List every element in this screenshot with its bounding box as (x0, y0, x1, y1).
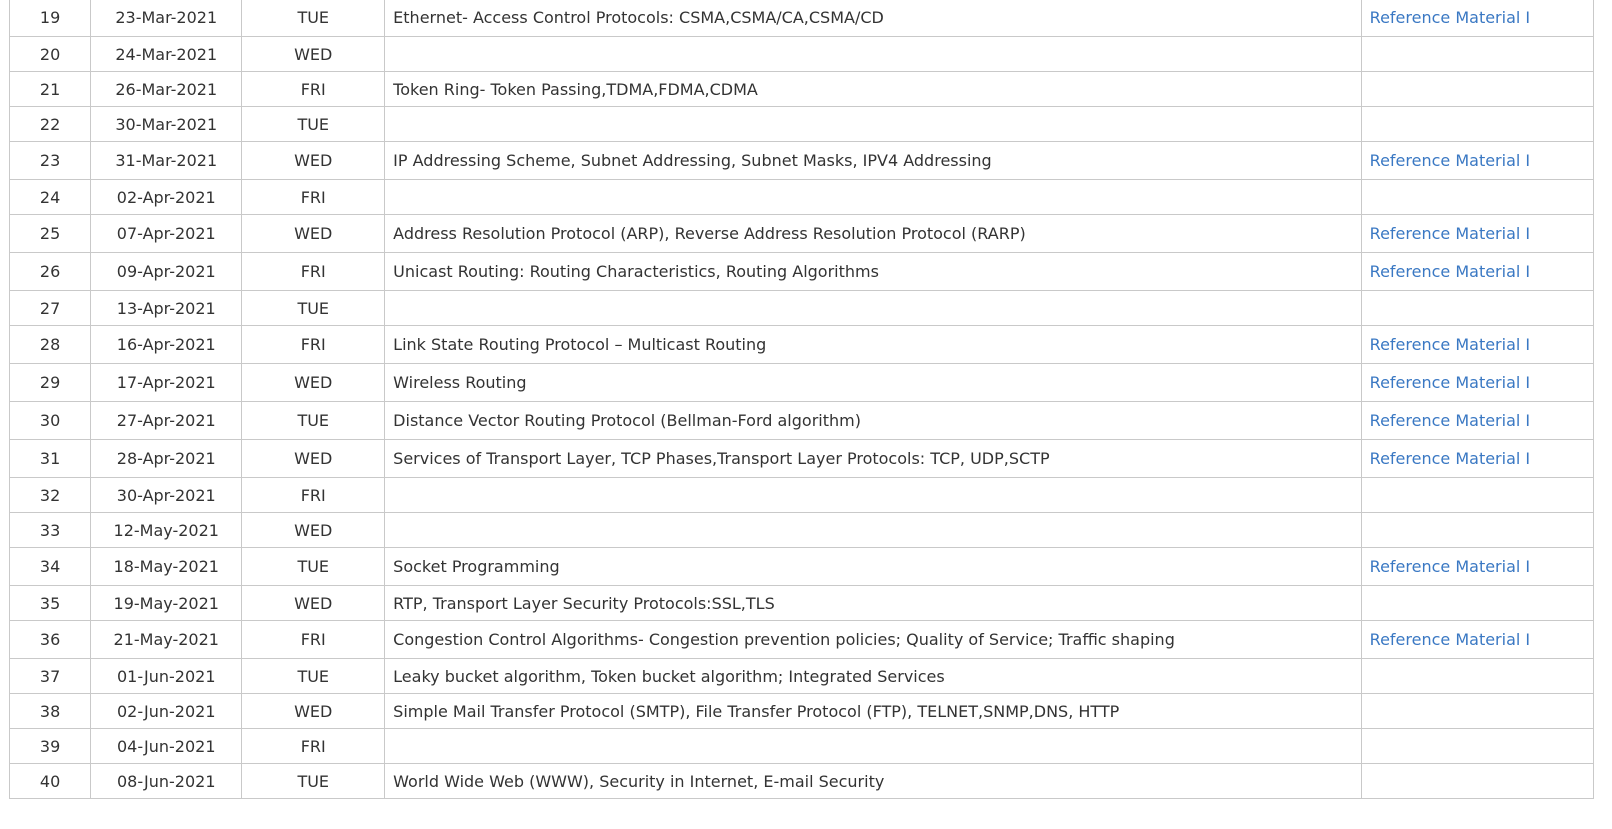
table-row (10, 215, 1594, 253)
row-day: FRI (242, 621, 385, 659)
row-reference-cell (1361, 215, 1593, 253)
row-day: FRI (242, 326, 385, 364)
table-row (10, 291, 1594, 326)
row-date: 09-Apr-2021 (91, 253, 242, 291)
table-row (10, 107, 1594, 142)
row-day: WED (242, 364, 385, 402)
row-reference-cell (1361, 729, 1593, 764)
row-number: 19 (10, 0, 91, 37)
row-reference-cell (1361, 402, 1593, 440)
row-date: 30-Apr-2021 (91, 478, 242, 513)
row-date: 08-Jun-2021 (91, 764, 242, 799)
row-date: 04-Jun-2021 (91, 729, 242, 764)
table-row (10, 253, 1594, 291)
table-row (10, 694, 1594, 729)
row-reference-cell (1361, 364, 1593, 402)
row-date: 02-Apr-2021 (91, 180, 242, 215)
row-number: 38 (10, 694, 91, 729)
row-number: 33 (10, 513, 91, 548)
reference-material-link[interactable]: Reference Material I (1369, 557, 1531, 576)
reference-material-link[interactable]: Reference Material I (1369, 373, 1531, 392)
row-day: FRI (242, 180, 385, 215)
row-date: 27-Apr-2021 (91, 402, 242, 440)
row-number: 29 (10, 364, 91, 402)
row-date: 21-May-2021 (91, 621, 242, 659)
row-date: 13-Apr-2021 (91, 291, 242, 326)
schedule-table (9, 0, 1594, 799)
row-topic (385, 107, 1362, 142)
row-day: TUE (242, 0, 385, 37)
row-topic: Distance Vector Routing Protocol (Bellman-Ford algorithm) (385, 402, 1362, 440)
row-date: 02-Jun-2021 (91, 694, 242, 729)
row-day: FRI (242, 729, 385, 764)
reference-material-link[interactable]: Reference Material I (1369, 449, 1531, 468)
row-topic: World Wide Web (WWW), Security in Internet, E-mail Security (385, 764, 1362, 799)
row-number: 23 (10, 142, 91, 180)
row-topic: Address Resolution Protocol (ARP), Reverse Address Resolution Protocol (RARP) (385, 215, 1362, 253)
row-number: 25 (10, 215, 91, 253)
row-topic: Link State Routing Protocol – Multicast Routing (385, 326, 1362, 364)
row-day: FRI (242, 72, 385, 107)
row-date: 12-May-2021 (91, 513, 242, 548)
row-topic: Socket Programming (385, 548, 1362, 586)
row-day: WED (242, 440, 385, 478)
row-day: TUE (242, 659, 385, 694)
row-topic: Leaky bucket algorithm, Token bucket algorithm; Integrated Services (385, 659, 1362, 694)
table-row (10, 180, 1594, 215)
row-topic (385, 291, 1362, 326)
row-reference-cell (1361, 37, 1593, 72)
row-date: 19-May-2021 (91, 586, 242, 621)
row-day: TUE (242, 548, 385, 586)
row-day: WED (242, 694, 385, 729)
table-row (10, 440, 1594, 478)
table-row (10, 764, 1594, 799)
row-reference-cell (1361, 180, 1593, 215)
row-topic (385, 37, 1362, 72)
row-number: 40 (10, 764, 91, 799)
table-row (10, 586, 1594, 621)
row-number: 32 (10, 478, 91, 513)
row-topic (385, 478, 1362, 513)
row-date: 17-Apr-2021 (91, 364, 242, 402)
row-number: 37 (10, 659, 91, 694)
row-day: TUE (242, 107, 385, 142)
row-date: 31-Mar-2021 (91, 142, 242, 180)
row-reference-cell (1361, 513, 1593, 548)
row-date: 07-Apr-2021 (91, 215, 242, 253)
row-topic: Wireless Routing (385, 364, 1362, 402)
row-reference-cell (1361, 72, 1593, 107)
row-day: TUE (242, 291, 385, 326)
row-number: 31 (10, 440, 91, 478)
row-number: 39 (10, 729, 91, 764)
reference-material-link[interactable]: Reference Material I (1369, 411, 1531, 430)
reference-material-link[interactable]: Reference Material I (1369, 8, 1531, 27)
reference-material-link[interactable]: Reference Material I (1369, 335, 1531, 354)
table-row (10, 326, 1594, 364)
row-day: TUE (242, 402, 385, 440)
row-day: WED (242, 215, 385, 253)
row-date: 26-Mar-2021 (91, 72, 242, 107)
row-date: 01-Jun-2021 (91, 659, 242, 694)
table-row (10, 402, 1594, 440)
row-date: 16-Apr-2021 (91, 326, 242, 364)
row-number: 27 (10, 291, 91, 326)
row-day: WED (242, 586, 385, 621)
row-topic: RTP, Transport Layer Security Protocols:SSL,TLS (385, 586, 1362, 621)
row-reference-cell (1361, 291, 1593, 326)
table-row (10, 659, 1594, 694)
row-reference-cell (1361, 586, 1593, 621)
reference-material-link[interactable]: Reference Material I (1369, 262, 1531, 281)
table-row (10, 513, 1594, 548)
reference-material-link[interactable]: Reference Material I (1369, 224, 1531, 243)
table-row (10, 364, 1594, 402)
row-reference-cell (1361, 548, 1593, 586)
row-reference-cell (1361, 694, 1593, 729)
row-topic: IP Addressing Scheme, Subnet Addressing, Subnet Masks, IPV4 Addressing (385, 142, 1362, 180)
schedule-body (10, 0, 1594, 799)
table-row (10, 548, 1594, 586)
row-day: TUE (242, 764, 385, 799)
row-reference-cell (1361, 440, 1593, 478)
row-date: 28-Apr-2021 (91, 440, 242, 478)
row-date: 30-Mar-2021 (91, 107, 242, 142)
row-number: 20 (10, 37, 91, 72)
table-row (10, 142, 1594, 180)
row-number: 22 (10, 107, 91, 142)
row-topic: Simple Mail Transfer Protocol (SMTP), File Transfer Protocol (FTP), TELNET,SNMP,DNS, HTTP (385, 694, 1362, 729)
row-topic (385, 729, 1362, 764)
row-reference-cell (1361, 107, 1593, 142)
row-day: WED (242, 142, 385, 180)
row-day: FRI (242, 478, 385, 513)
row-reference-cell (1361, 621, 1593, 659)
row-number: 30 (10, 402, 91, 440)
row-day: WED (242, 37, 385, 72)
row-day: FRI (242, 253, 385, 291)
row-reference-cell (1361, 253, 1593, 291)
row-topic: Services of Transport Layer, TCP Phases,Transport Layer Protocols: TCP, UDP,SCTP (385, 440, 1362, 478)
table-row (10, 478, 1594, 513)
row-number: 24 (10, 180, 91, 215)
row-number: 35 (10, 586, 91, 621)
row-topic: Token Ring- Token Passing,TDMA,FDMA,CDMA (385, 72, 1362, 107)
row-reference-cell (1361, 0, 1593, 37)
row-topic: Ethernet- Access Control Protocols: CSMA,CSMA/CA,CSMA/CD (385, 0, 1362, 37)
table-row (10, 621, 1594, 659)
table-row (10, 729, 1594, 764)
row-number: 34 (10, 548, 91, 586)
row-number: 26 (10, 253, 91, 291)
reference-material-link[interactable]: Reference Material I (1369, 630, 1531, 649)
row-day: WED (242, 513, 385, 548)
row-topic: Unicast Routing: Routing Characteristics, Routing Algorithms (385, 253, 1362, 291)
table-row (10, 0, 1594, 37)
row-topic: Congestion Control Algorithms- Congestion prevention policies; Quality of Service; Traffic shaping (385, 621, 1362, 659)
row-reference-cell (1361, 478, 1593, 513)
row-topic (385, 513, 1362, 548)
row-date: 23-Mar-2021 (91, 0, 242, 37)
table-row (10, 37, 1594, 72)
row-reference-cell (1361, 659, 1593, 694)
row-reference-cell (1361, 142, 1593, 180)
table-row (10, 72, 1594, 107)
row-reference-cell (1361, 764, 1593, 799)
row-number: 21 (10, 72, 91, 107)
row-topic (385, 180, 1362, 215)
row-number: 36 (10, 621, 91, 659)
reference-material-link[interactable]: Reference Material I (1369, 151, 1531, 170)
row-reference-cell (1361, 326, 1593, 364)
row-date: 24-Mar-2021 (91, 37, 242, 72)
row-date: 18-May-2021 (91, 548, 242, 586)
row-number: 28 (10, 326, 91, 364)
